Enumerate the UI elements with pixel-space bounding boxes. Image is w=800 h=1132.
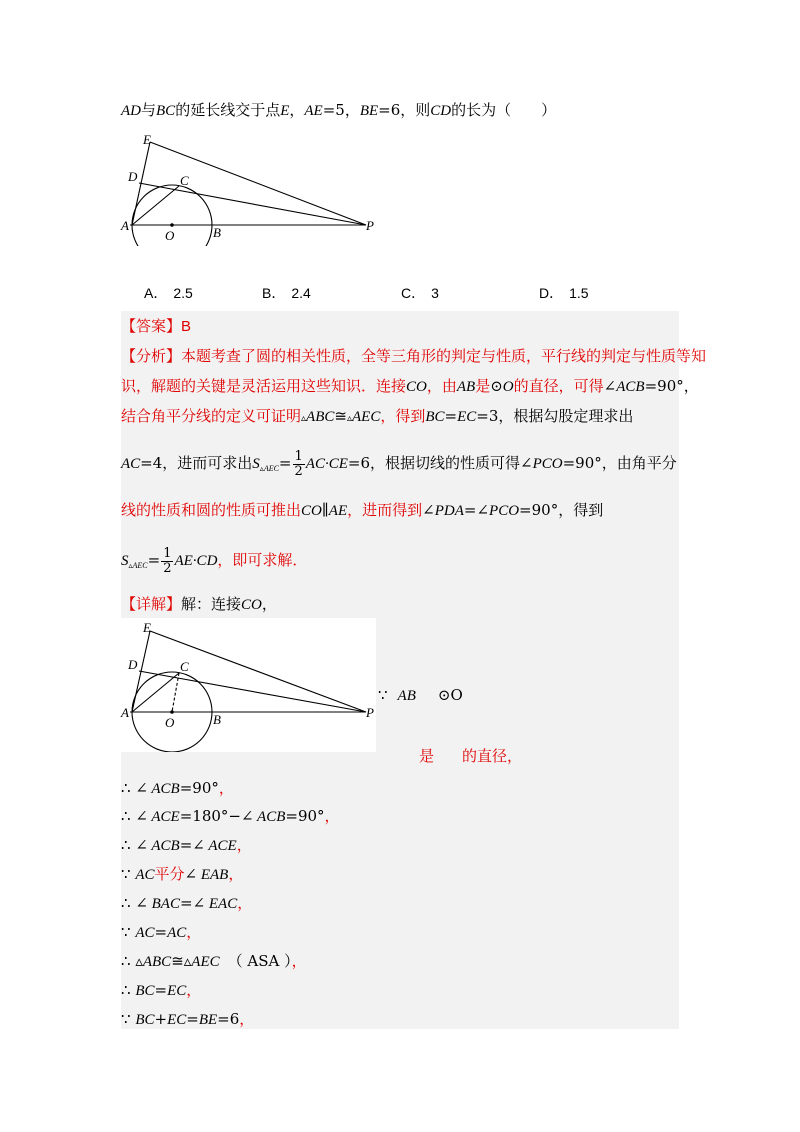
seg: = — [463, 501, 477, 519]
seg: PCO — [532, 456, 563, 473]
seg: 是 — [475, 377, 491, 395]
option-letter: A． — [144, 285, 168, 301]
seg: 解：连接 — [181, 595, 242, 613]
label-d: D — [128, 657, 138, 672]
seg: ，由 — [426, 377, 457, 395]
analysis-line-3 — [121, 405, 633, 426]
analysis-line-5 — [121, 499, 603, 520]
seg: AC — [121, 456, 141, 473]
seg: ∠ ACB — [135, 781, 180, 797]
step-3 — [121, 834, 252, 855]
label-c: C — [180, 173, 189, 188]
seg: ▵AEC — [183, 954, 220, 970]
label-o: O — [165, 228, 175, 243]
seg: =90°，得到 — [519, 501, 604, 519]
step-symbol: ∴ — [121, 894, 131, 912]
seg: EC — [457, 409, 477, 425]
seg: = — [186, 1010, 199, 1028]
seg: 的直径， — [462, 747, 523, 765]
seg: ， — [218, 779, 234, 797]
seg: AC — [135, 867, 155, 883]
step-symbol: ∴ — [121, 952, 131, 970]
seg: （ ASA ） — [227, 952, 292, 970]
seg: = — [444, 407, 458, 425]
seg: ∠ ACB — [241, 809, 286, 825]
option-value: 1.5 — [569, 285, 589, 301]
seg: = — [154, 923, 168, 941]
seg: PCO — [489, 503, 520, 519]
seg: CO — [241, 597, 262, 613]
seg: ▵AEC — [128, 561, 148, 571]
seg: 的直径，可得 — [513, 377, 604, 395]
seg: ABC — [306, 409, 335, 425]
seg: ，进而得到 — [347, 501, 423, 519]
seg: CO — [301, 503, 322, 519]
q-seg: =5， — [322, 101, 360, 119]
q-seg: BC — [156, 103, 176, 119]
q-seg: AE — [304, 103, 323, 119]
analysis-label: 【分析】 — [121, 347, 182, 365]
step-symbol: ∵ — [121, 865, 131, 883]
seg: ≅ — [334, 407, 347, 425]
seg: CO — [406, 379, 427, 395]
analysis-line-6 — [121, 547, 307, 575]
q-seg: E — [280, 103, 290, 119]
seg: = — [179, 836, 193, 854]
fraction-num: 1 — [163, 546, 172, 561]
seg: AE·CD — [174, 553, 218, 570]
seg: + — [154, 1010, 168, 1028]
question-text — [121, 99, 556, 120]
fraction — [293, 450, 305, 478]
label-d: D — [128, 169, 138, 184]
because-line-cont — [419, 745, 522, 766]
analysis-line-2 — [121, 375, 699, 396]
seg: ∥ — [321, 501, 329, 519]
seg: ∠ ACE — [135, 809, 180, 825]
seg: ， — [186, 981, 202, 999]
seg: ∠ EAB — [184, 867, 229, 883]
option-value: 2.4 — [291, 285, 311, 301]
seg: =3，根据勾股定理求出 — [476, 407, 634, 425]
segment-dp — [139, 671, 366, 712]
q-seg: ， — [289, 101, 305, 119]
seg: ▵ABC — [135, 954, 172, 970]
step-6 — [121, 921, 201, 942]
step-1 — [121, 777, 234, 798]
seg: O — [502, 379, 514, 395]
q-seg: =6，则 — [378, 101, 431, 119]
option-letter: D． — [539, 285, 564, 301]
step-symbol: ∴ — [121, 779, 131, 797]
seg: EC — [167, 983, 187, 999]
seg: EC — [167, 1012, 187, 1028]
because-symbol: ∵ — [378, 686, 388, 704]
seg: PDA — [434, 503, 464, 519]
label-e: E — [143, 132, 151, 147]
seg: ， — [228, 865, 244, 883]
seg: AC — [167, 925, 187, 941]
analysis-text: 本题考查了圆的相关性质，全等三角形的判定与性质，平行线的判定与性质等知 — [181, 347, 707, 365]
seg: BC — [135, 983, 155, 999]
seg: 平分 — [154, 865, 185, 883]
analysis-line-1 — [121, 345, 706, 366]
seg: ，即可求解． — [217, 551, 308, 570]
step-symbol: ∴ — [121, 807, 131, 825]
seg: = — [179, 894, 193, 912]
q-seg: AD — [121, 103, 141, 119]
seg: =90° — [285, 807, 325, 825]
center-point — [170, 710, 174, 714]
seg: =90° — [179, 779, 219, 797]
step-2 — [121, 805, 340, 826]
seg: AE — [328, 503, 348, 519]
option-b[interactable] — [262, 283, 311, 303]
seg: AC — [135, 925, 155, 941]
option-value: 3 — [431, 285, 439, 301]
seg: =4，进而可求出 — [140, 454, 253, 473]
seg: AB — [397, 688, 416, 704]
seg: =90°，由角平分 — [562, 454, 677, 473]
seg: AC·CE — [305, 456, 348, 473]
fraction-den: 2 — [294, 463, 303, 479]
seg: 是 — [419, 747, 435, 765]
step-8 — [121, 979, 201, 1000]
detail-label: 【详解】 — [121, 595, 182, 613]
seg: BC — [135, 1012, 155, 1028]
seg: ∠ — [476, 501, 490, 519]
seg: BC — [425, 409, 445, 425]
seg: BE — [198, 1012, 218, 1028]
answer-line — [121, 315, 191, 336]
seg: ，得到 — [380, 407, 426, 425]
fraction-den: 2 — [163, 560, 172, 576]
geometry-figure — [118, 128, 380, 246]
seg: ⊙O — [437, 686, 463, 704]
seg: ⊙ — [490, 377, 503, 395]
seg: ▵AEC — [259, 464, 279, 474]
step-symbol: ∴ — [121, 981, 131, 999]
seg: ∠ — [603, 377, 617, 395]
analysis-line-4 — [121, 450, 677, 478]
step-7 — [121, 950, 307, 971]
seg: ∠ BAC — [135, 896, 180, 912]
q-seg: 的延长线交于点 — [175, 101, 281, 119]
step-symbol: ∴ — [121, 836, 131, 854]
segment-dp — [139, 183, 366, 225]
label-e: E — [143, 620, 151, 635]
option-d[interactable] — [539, 283, 589, 303]
answer-label: 【答案】 — [121, 317, 182, 335]
seg: ≅ — [171, 952, 184, 970]
seg: AEC — [352, 409, 381, 425]
seg: ， — [324, 807, 340, 825]
option-value: 2.5 — [173, 285, 193, 301]
label-a: A — [121, 218, 129, 233]
seg: ▵ — [346, 413, 352, 424]
seg: ∠ ACB — [135, 838, 180, 854]
q-seg: 与 — [141, 101, 157, 119]
fraction — [161, 547, 173, 575]
seg: 识，解题的关键是灵活运用这些知识．连接 — [121, 377, 407, 395]
option-letter: B． — [262, 285, 286, 301]
seg: ∠ — [422, 501, 435, 519]
seg: 线的性质和圆的性质可推出 — [121, 501, 302, 519]
seg: =6，根据切线的性质可得 — [347, 454, 520, 473]
seg: ， — [291, 952, 307, 970]
seg: ∠ — [520, 454, 533, 473]
seg: =6 — [217, 1010, 240, 1028]
center-point — [170, 223, 174, 227]
option-letter: C． — [401, 285, 426, 301]
seg: = — [147, 551, 161, 570]
seg: ， — [239, 1010, 255, 1028]
step-symbol: ∵ — [121, 923, 131, 941]
label-o: O — [165, 715, 175, 730]
label-a: A — [121, 705, 129, 720]
detail-intro — [121, 593, 277, 614]
seg: ACB — [616, 379, 645, 395]
seg: S — [121, 553, 129, 570]
because-line — [378, 686, 463, 705]
step-symbol: ∵ — [121, 1010, 131, 1028]
step-9 — [121, 1008, 254, 1029]
seg: =180°− — [179, 807, 241, 825]
fraction-num: 1 — [294, 449, 303, 464]
answer-value: B — [181, 318, 192, 335]
seg: ， — [261, 595, 277, 613]
q-seg: 的长为（ ） — [451, 101, 557, 119]
label-p: P — [366, 705, 374, 720]
segment-co-dashed — [172, 673, 179, 712]
seg: = — [278, 454, 292, 473]
label-b: B — [213, 225, 221, 240]
seg: =90°， — [644, 377, 699, 395]
step-4 — [121, 863, 243, 884]
label-b: B — [213, 712, 221, 727]
seg: AB — [456, 379, 476, 395]
seg: ▵ — [301, 413, 307, 424]
step-5 — [121, 892, 252, 913]
seg: ， — [237, 894, 253, 912]
seg: S — [252, 456, 260, 473]
seg: ， — [186, 923, 202, 941]
option-c[interactable] — [401, 283, 439, 303]
seg: 结合角平分线的定义可证明 — [121, 407, 302, 425]
q-seg: CD — [430, 103, 452, 119]
label-c: C — [180, 659, 189, 674]
seg: ， — [236, 836, 252, 854]
seg: = — [154, 981, 168, 999]
label-p: P — [366, 218, 374, 233]
seg: ∠ ACE — [192, 838, 237, 854]
q-seg: BE — [359, 103, 379, 119]
seg: ∠ EAC — [192, 896, 238, 912]
geometry-figure-2 — [118, 618, 380, 752]
option-a[interactable] — [144, 283, 193, 303]
